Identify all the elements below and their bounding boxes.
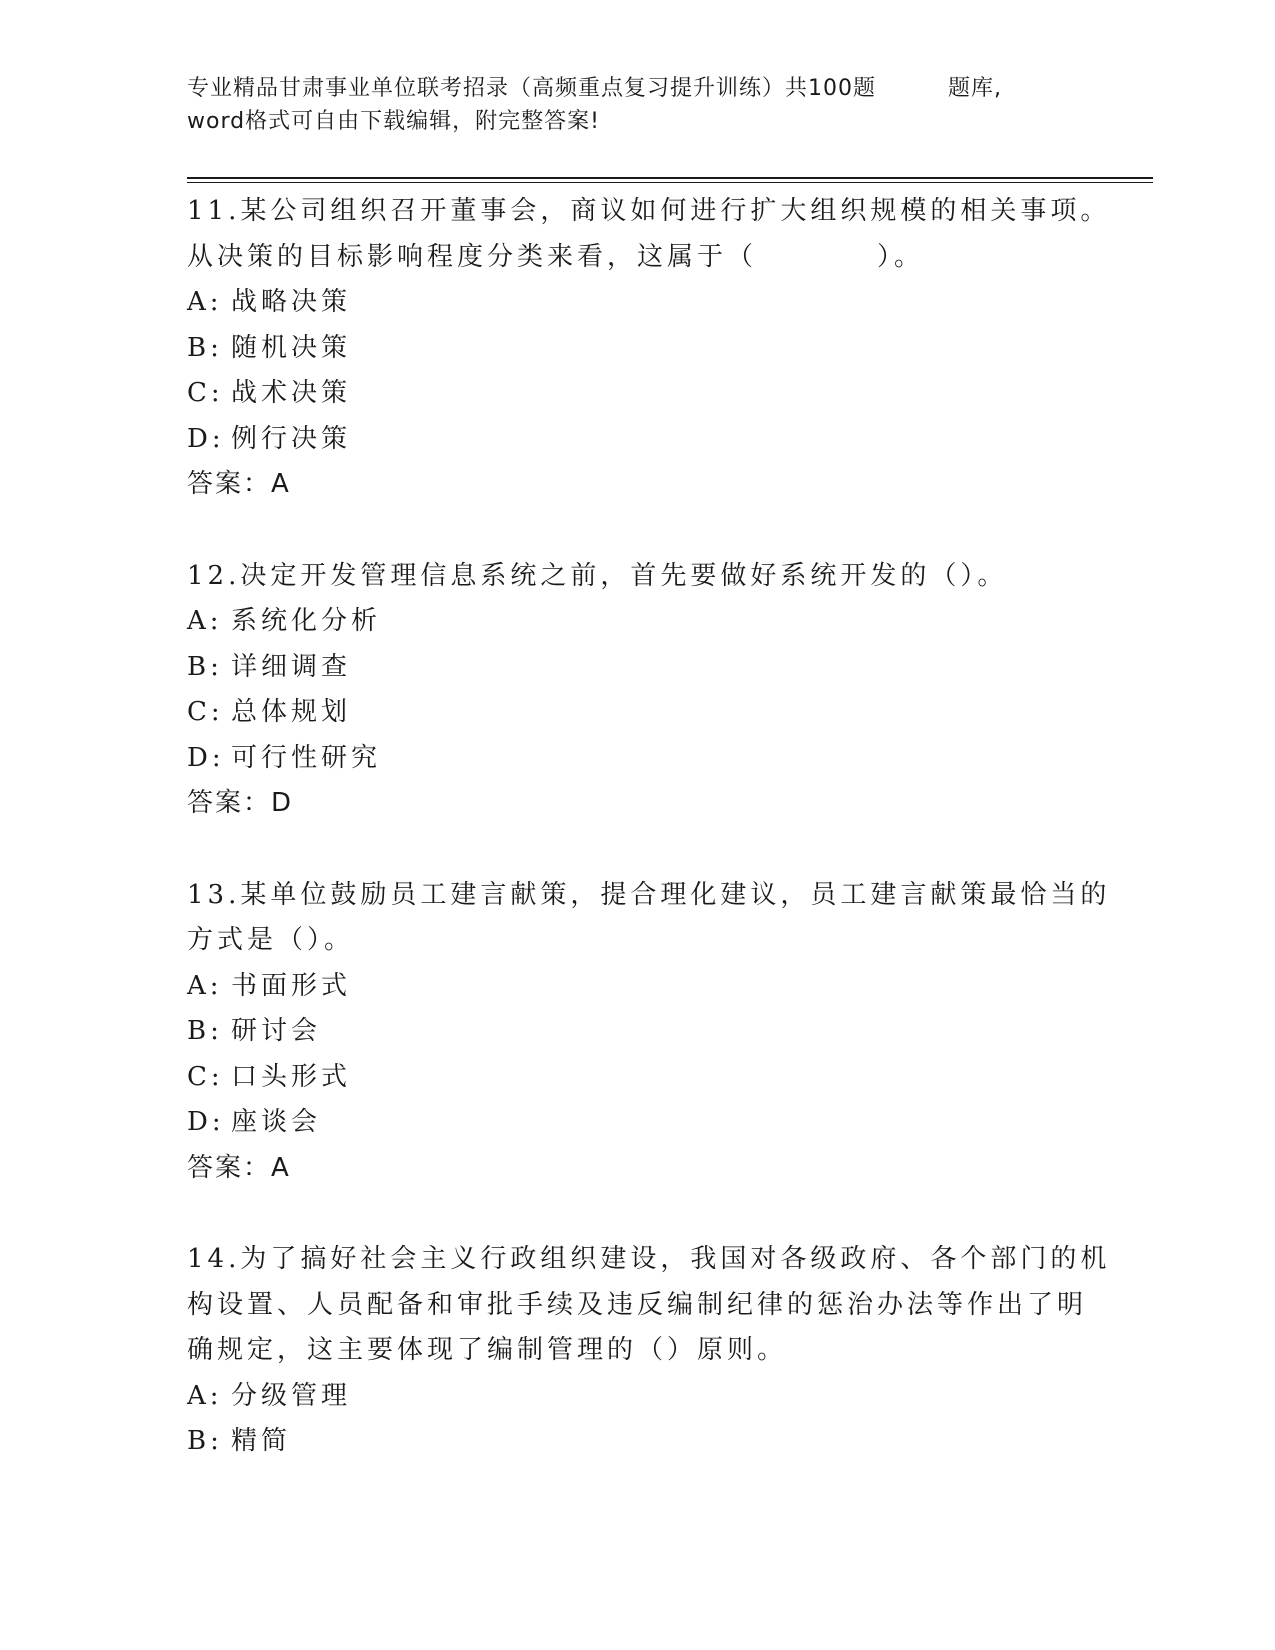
option-a bbox=[187, 599, 1077, 645]
option-key: C: bbox=[187, 1061, 224, 1092]
option-d bbox=[187, 736, 1077, 782]
option-c bbox=[187, 371, 1077, 417]
option-c bbox=[187, 690, 1077, 736]
option-key: A: bbox=[187, 970, 223, 1001]
option-text: 例行决策 bbox=[231, 423, 352, 454]
header-line-2: word格式可自由下载编辑，附完整答案! bbox=[187, 109, 600, 134]
question-12 bbox=[187, 554, 1077, 827]
option-text: 战略决策 bbox=[231, 287, 352, 317]
option-text: 分级管理 bbox=[231, 1380, 352, 1411]
answer: 答案：A bbox=[187, 1152, 291, 1183]
option-b bbox=[187, 1419, 1077, 1465]
question-text: 11.某公司组织召开董事会，商议如何进行扩大组织规模的相关事项。 bbox=[187, 196, 1111, 226]
option-text: 系统化分析 bbox=[231, 606, 382, 636]
option-key: B: bbox=[187, 1016, 223, 1046]
option-d bbox=[187, 417, 1077, 463]
option-key: A: bbox=[187, 1380, 223, 1411]
option-text: 详细调查 bbox=[231, 651, 352, 682]
header-divider bbox=[187, 177, 1153, 179]
option-text: 书面形式 bbox=[231, 970, 352, 1001]
option-key: B: bbox=[187, 651, 223, 682]
option-a bbox=[187, 1374, 1077, 1420]
header-title: 专业精品甘肃事业单位联考招录（高频重点复习提升训练）共100题 bbox=[187, 76, 876, 101]
question-text: 方式是（）。 bbox=[187, 925, 355, 955]
question-text: 从决策的目标影响程度分类来看，这属于（ ）。 bbox=[187, 241, 925, 272]
option-text: 座谈会 bbox=[231, 1107, 322, 1137]
question-14 bbox=[187, 1237, 1111, 1465]
question-text: 12.决定开发管理信息系统之前，首先要做好系统开发的（）。 bbox=[187, 560, 1008, 591]
option-b bbox=[187, 326, 1077, 372]
answer: 答案：A bbox=[187, 469, 291, 499]
question-13 bbox=[187, 873, 1111, 1192]
option-key: D: bbox=[187, 423, 225, 454]
option-text: 随机决策 bbox=[231, 332, 352, 363]
option-b bbox=[187, 1009, 1077, 1055]
option-text: 精简 bbox=[231, 1426, 292, 1456]
option-a bbox=[187, 280, 1077, 326]
question-text: 13.某单位鼓励员工建言献策，提合理化建议，员工建言献策最恰当的 bbox=[187, 879, 1111, 910]
option-key: D: bbox=[187, 1107, 225, 1137]
option-text: 可行性研究 bbox=[231, 742, 382, 773]
option-text: 研讨会 bbox=[231, 1016, 322, 1046]
option-a bbox=[187, 964, 1077, 1010]
header-line-1 bbox=[187, 72, 1087, 105]
header-title-tail: 题库, bbox=[948, 76, 1002, 101]
option-key: A: bbox=[187, 606, 223, 636]
option-key: A: bbox=[187, 287, 223, 317]
option-text: 口头形式 bbox=[231, 1061, 352, 1092]
option-key: C: bbox=[187, 378, 224, 408]
answer: 答案：D bbox=[187, 788, 294, 818]
question-11 bbox=[187, 189, 1111, 508]
page-header bbox=[187, 72, 1087, 138]
question-text: 确规定，这主要体现了编制管理的（）原则。 bbox=[187, 1335, 788, 1365]
option-key: B: bbox=[187, 332, 223, 363]
option-c bbox=[187, 1055, 1077, 1101]
question-list bbox=[187, 189, 1111, 1511]
question-text: 14.为了搞好社会主义行政组织建设，我国对各级政府、各个部门的机 bbox=[187, 1244, 1111, 1274]
option-key: B: bbox=[187, 1426, 223, 1456]
header-divider-thin bbox=[187, 182, 1153, 183]
option-key: C: bbox=[187, 697, 224, 727]
option-b bbox=[187, 645, 1077, 691]
option-text: 战术决策 bbox=[231, 378, 352, 408]
option-text: 总体规划 bbox=[231, 697, 352, 727]
question-text: 构设置、人员配备和审批手续及违反编制纪律的惩治办法等作出了明 bbox=[187, 1289, 1088, 1320]
option-d bbox=[187, 1100, 1077, 1146]
option-key: D: bbox=[187, 742, 225, 773]
